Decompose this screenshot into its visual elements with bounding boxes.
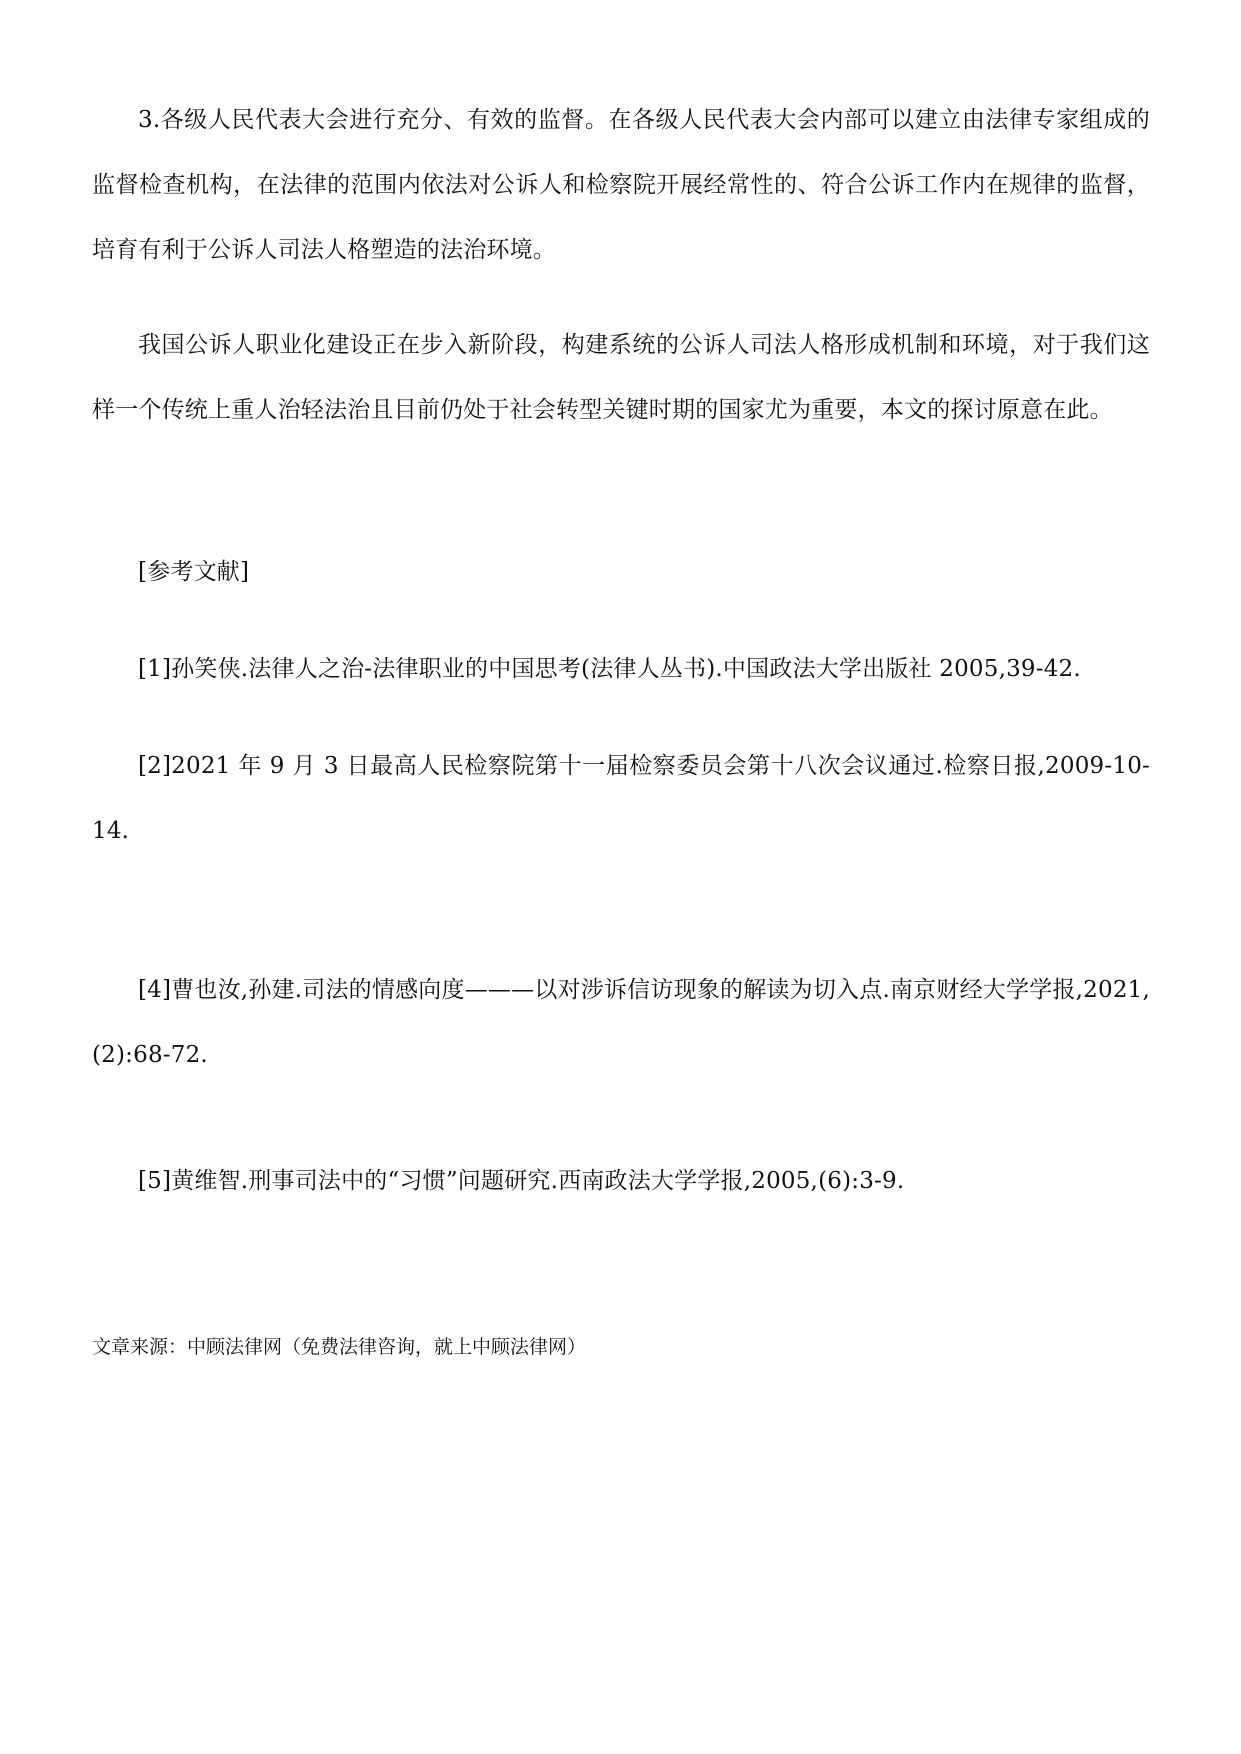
reference-item-4: [4]曹也汝,孙建.司法的情感向度———以对涉诉信访现象的解读为切入点.南京财经大学学报,2021,(2):68-72. <box>92 977 1150 1068</box>
body-paragraph-conclusion: 我国公诉人职业化建设正在步入新阶段，构建系统的公诉人司法人格形成机制和环境，对于我们这样一个传统上重人治轻法治且目前仍处于社会转型关键时期的国家尤为重要，本文的探讨原意在此。 <box>92 332 1150 423</box>
references-heading: [参考文献] <box>138 559 250 585</box>
body-paragraph-supervision: 3.各级人民代表大会进行充分、有效的监督。在各级人民代表大会内部可以建立由法律专家组成的监督检查机构，在法律的范围内依法对公诉人和检察院开展经常性的、符合公诉工作内在规律的监督，培育有利于公诉人司法人格塑造的法治环境。 <box>92 107 1150 263</box>
reference-item-1: [1]孙笑侠.法律人之治-法律职业的中国思考(法律人丛书).中国政法大学出版社 2005,39-42. <box>138 656 1081 682</box>
reference-item-5: [5]黄维智.刑事司法中的“习惯”问题研究.西南政法大学学报,2005,(6):3-9. <box>138 1168 905 1194</box>
article-source-line: 文章来源：中顾法律网（免费法律咨询，就上中顾法律网） <box>92 1336 587 1358</box>
reference-item-2: [2]2021 年 9 月 3 日最高人民检察院第十一届检察委员会第十八次会议通过.检察日报,2009-10-14. <box>92 753 1150 844</box>
